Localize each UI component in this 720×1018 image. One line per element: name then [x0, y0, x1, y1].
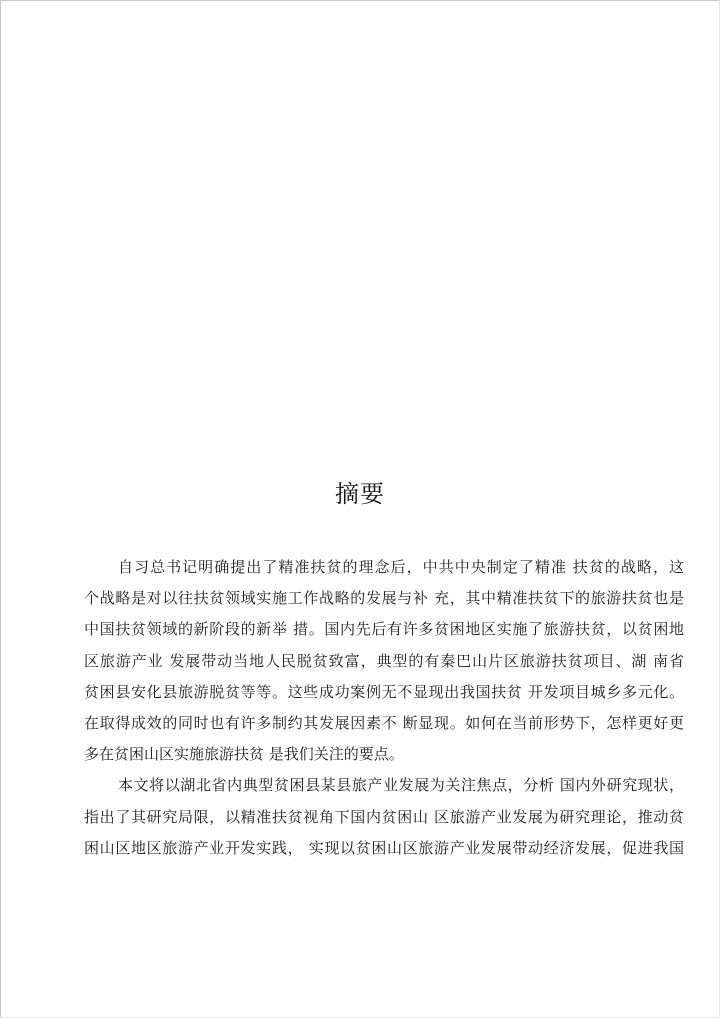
abstract-heading: 摘要	[335, 480, 385, 508]
paragraph-line: 指出了其研究局限，以精准扶贫视角下国内贫困山 区旅游产业发展为研究理论，推动贫	[84, 807, 684, 826]
paragraph-line: 在取得成效的同时也有许多制约其发展因素不 断显现。如何在当前形势下，怎样更好更	[84, 713, 684, 732]
paragraph-line: 自习总书记明确提出了精准扶贫的理念后，中共中央制定了精准 扶贫的战略，这	[118, 558, 684, 576]
paragraph-line: 区旅游产业 发展带动当地人民脱贫致富，典型的有秦巴山片区旅游扶贫项目、湖 南省	[84, 651, 684, 670]
paragraph-line: 个战略是对以往扶贫领域实施工作战略的发展与补 充，其中精准扶贫下的旅游扶贫也是	[84, 589, 684, 608]
abstract-body	[84, 552, 684, 864]
paragraph-line: 贫困县安化县旅游脱贫等等。这些成功案例无不显现出我国扶贫 开发项目城乡多元化。	[84, 682, 684, 701]
paragraph-line: 多在贫困山区实施旅游扶贫 是我们关注的要点。	[84, 745, 404, 764]
paragraph-line: 本文将以湖北省内典型贫困县某县旅产业发展为关注焦点，分析 国内外研究现状，	[118, 776, 684, 795]
paragraph-line: 困山区地区旅游产业开发实践， 实现以贫困山区旅游产业发展带动经济发展，促进我国	[84, 838, 684, 857]
paragraph-line: 中国扶贫领域的新阶段的新举 措。国内先后有许多贫困地区实施了旅游扶贫，以贫困地	[84, 620, 684, 639]
